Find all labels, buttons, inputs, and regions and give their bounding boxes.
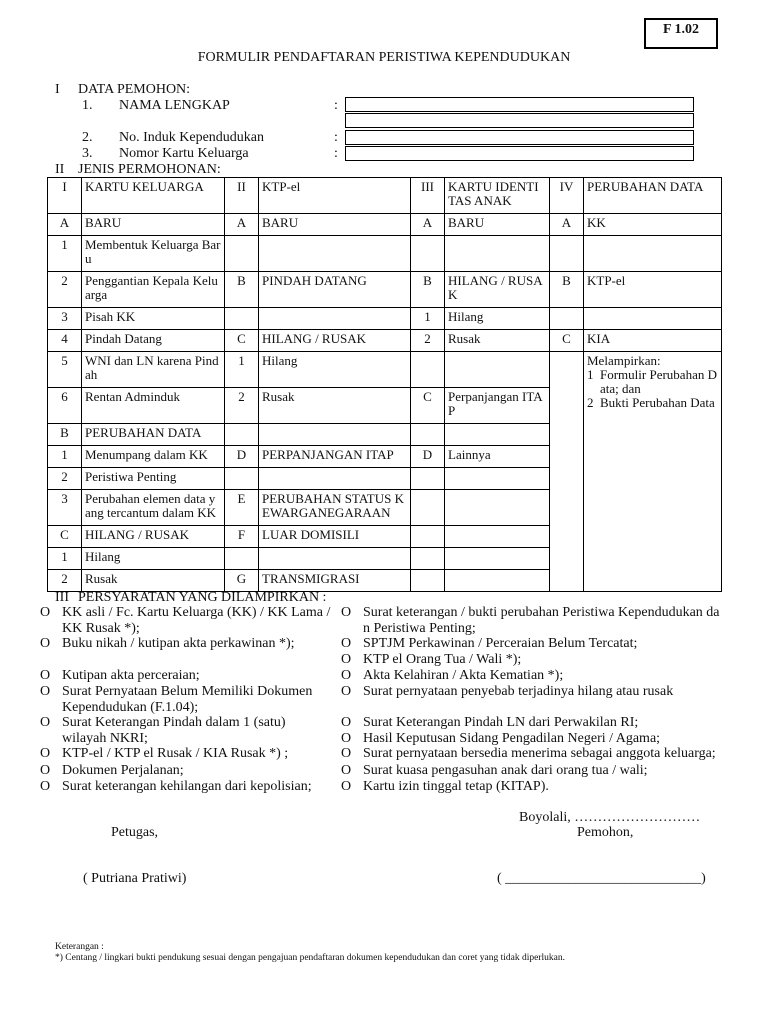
table-cell: [411, 548, 445, 570]
circle-bullet-icon: O: [341, 731, 352, 746]
form-title: FORMULIR PENDAFTARAN PERISTIWA KEPENDUDUKAN: [197, 50, 571, 65]
table-cell: E: [225, 490, 259, 526]
table-cell: Hilang: [445, 308, 550, 330]
header-cell: III: [411, 178, 445, 214]
table-cell: Rusak: [445, 330, 550, 352]
circle-bullet-icon: O: [40, 636, 51, 651]
table-cell: [445, 236, 550, 272]
field-label-kk: Nomor Kartu Keluarga: [119, 146, 249, 161]
table-cell: 5: [48, 352, 82, 388]
requirement-text: Surat Pernyataan Belum Memiliki Dokumen Kependudukan (F.1.04);: [62, 684, 313, 715]
table-row: [48, 330, 722, 352]
table-cell: Perubahan elemen data yang tercantum dalam KK: [82, 490, 225, 526]
circle-bullet-icon: O: [40, 779, 51, 794]
table-cell: B: [48, 424, 82, 446]
field-label-nik: No. Induk Kependudukan: [119, 130, 265, 145]
table-cell: KTP-el: [584, 272, 722, 308]
requirement-text: Kartu izin tinggal tetap (KITAP).: [363, 779, 549, 794]
table-cell: Rusak: [82, 570, 225, 592]
requirement-text: Surat keterangan kehilangan dari kepolisian;: [62, 779, 312, 794]
table-cell: Menumpang dalam KK: [82, 446, 225, 468]
circle-bullet-icon: O: [341, 636, 352, 651]
field-label-nama: NAMA LENGKAP: [119, 98, 230, 113]
table-cell: [584, 236, 722, 272]
table-cell: [411, 468, 445, 490]
header-cell: I: [48, 178, 82, 214]
table-cell: HILANG / RUSAK: [445, 272, 550, 308]
table-cell: [445, 352, 550, 388]
section3-heading: PERSYARATAN YANG DILAMPIRKAN :: [78, 590, 327, 605]
field-colon-1: :: [334, 98, 338, 113]
attachments-spacer-cell: [550, 352, 584, 592]
table-row: [48, 272, 722, 308]
field-colon-2: :: [334, 130, 338, 145]
nik-input[interactable]: [345, 130, 694, 145]
nama-input-line1[interactable]: [345, 97, 694, 112]
header-cell: KTP-el: [259, 178, 411, 214]
header-cell: PERUBAHAN DATA: [584, 178, 722, 214]
circle-bullet-icon: O: [341, 684, 352, 699]
table-cell: Pisah KK: [82, 308, 225, 330]
table-cell: [445, 490, 550, 526]
table-cell: D: [411, 446, 445, 468]
table-cell: 2: [225, 388, 259, 424]
table-cell: B: [411, 272, 445, 308]
requirement-text: Surat Keterangan Pindah LN dari Perwakilan RI;: [363, 715, 639, 730]
circle-bullet-icon: O: [40, 746, 51, 761]
requirement-text: Surat keterangan / bukti perubahan Peristiwa Kependudukan dan Peristiwa Penting;: [363, 605, 720, 636]
table-cell: [411, 570, 445, 592]
table-row: [48, 214, 722, 236]
circle-bullet-icon: O: [40, 684, 51, 699]
table-row: [48, 352, 722, 388]
table-cell: [445, 570, 550, 592]
requirement-text: Surat pernyataan bersedia menerima sebagai anggota keluarga;: [363, 746, 716, 761]
table-cell: [225, 236, 259, 272]
table-cell: KK: [584, 214, 722, 236]
field-num-1: 1.: [82, 98, 93, 113]
table-cell: HILANG / RUSAK: [259, 330, 411, 352]
table-cell: PERPANJANGAN ITAP: [259, 446, 411, 468]
table-cell: [225, 548, 259, 570]
requirement-text: Akta Kelahiran / Akta Kematian *);: [363, 668, 564, 683]
table-cell: BARU: [259, 214, 411, 236]
table-header-row: [48, 178, 722, 214]
table-cell: [259, 468, 411, 490]
table-cell: B: [550, 272, 584, 308]
attachment-item: [587, 396, 718, 410]
table-cell: [225, 468, 259, 490]
table-cell: A: [48, 214, 82, 236]
table-cell: WNI dan LN karena Pindah: [82, 352, 225, 388]
table-cell: Hilang: [82, 548, 225, 570]
table-cell: A: [225, 214, 259, 236]
table-cell: [411, 352, 445, 388]
requirement-text: Hasil Keputusan Sidang Pengadilan Negeri / Agama;: [363, 731, 661, 746]
table-cell: [445, 468, 550, 490]
table-cell: Membentuk Keluarga Baru: [82, 236, 225, 272]
table-cell: A: [550, 214, 584, 236]
table-cell: [411, 236, 445, 272]
table-cell: KIA: [584, 330, 722, 352]
requirement-text: Surat Keterangan Pindah dalam 1 (satu) wilayah NKRI;: [62, 715, 286, 746]
circle-bullet-icon: O: [40, 605, 51, 620]
table-cell: Lainnya: [445, 446, 550, 468]
table-cell: Perpanjangan ITAP: [445, 388, 550, 424]
requirement-text: Dokumen Perjalanan;: [62, 763, 184, 778]
notes-text: *) Centang / lingkari bukti pendukung sesuai dengan pengajuan pendaftaran dokumen kependudukan dan coret yang tidak diperlukan.: [55, 953, 565, 963]
table-cell: 1: [411, 308, 445, 330]
table-cell: [550, 308, 584, 330]
table-cell: Hilang: [259, 352, 411, 388]
header-cell: II: [225, 178, 259, 214]
table-cell: 1: [48, 236, 82, 272]
requirement-text: Kutipan akta perceraian;: [62, 668, 200, 683]
table-cell: PERUBAHAN DATA: [82, 424, 225, 446]
requirement-text: Buku nikah / kutipan akta perkawinan *);: [62, 636, 295, 651]
requirement-text: SPTJM Perkawinan / Perceraian Belum Tercatat;: [363, 636, 638, 651]
table-cell: F: [225, 526, 259, 548]
table-cell: 6: [48, 388, 82, 424]
field-num-2: 2.: [82, 130, 93, 145]
circle-bullet-icon: O: [341, 652, 352, 667]
table-cell: 3: [48, 490, 82, 526]
table-cell: [445, 548, 550, 570]
table-cell: Rentan Adminduk: [82, 388, 225, 424]
table-cell: C: [225, 330, 259, 352]
section1-roman: I: [55, 82, 60, 97]
pemohon-name: ( ____________________________): [497, 871, 706, 886]
attachment-item: [587, 368, 718, 396]
table-cell: Pindah Datang: [82, 330, 225, 352]
table-cell: [259, 548, 411, 570]
attachment-text: Formulir Perubahan Data; dan: [600, 367, 717, 396]
requirement-text: KK asli / Fc. Kartu Keluarga (KK) / KK Lama / KK Rusak *);: [62, 605, 331, 636]
table-cell: [550, 236, 584, 272]
place-date: Boyolali, ………………………: [519, 810, 701, 825]
table-cell: G: [225, 570, 259, 592]
table-cell: [259, 236, 411, 272]
table-cell: BARU: [82, 214, 225, 236]
circle-bullet-icon: O: [40, 668, 51, 683]
table-cell: PERUBAHAN STATUS KEWARGANEGARAAN: [259, 490, 411, 526]
field-colon-3: :: [334, 146, 338, 161]
field-num-3: 3.: [82, 146, 93, 161]
requirement-text: Surat pernyataan penyebab terjadinya hilang atau rusak: [363, 684, 674, 699]
table-cell: [445, 424, 550, 446]
header-cell: KARTU IDENTITAS ANAK: [445, 178, 550, 214]
table-cell: [259, 424, 411, 446]
attachments-heading: Melampirkan:: [587, 353, 661, 368]
table-cell: [445, 526, 550, 548]
table-cell: 1: [225, 352, 259, 388]
table-cell: 2: [411, 330, 445, 352]
table-cell: Penggantian Kepala Keluarga: [82, 272, 225, 308]
circle-bullet-icon: O: [341, 605, 352, 620]
table-cell: Peristiwa Penting: [82, 468, 225, 490]
table-cell: BARU: [445, 214, 550, 236]
table-cell: 2: [48, 272, 82, 308]
circle-bullet-icon: O: [40, 763, 51, 778]
section1-heading: DATA PEMOHON:: [78, 82, 191, 97]
notes-heading: Keterangan :: [55, 942, 104, 952]
table-cell: 2: [48, 468, 82, 490]
table-cell: [225, 424, 259, 446]
attachments-cell: [584, 352, 722, 592]
header-cell: KARTU KELUARGA: [82, 178, 225, 214]
table-cell: [225, 308, 259, 330]
petugas-label: Petugas,: [111, 825, 159, 840]
circle-bullet-icon: O: [341, 763, 352, 778]
requirement-text: Surat kuasa pengasuhan anak dari orang tua / wali;: [363, 763, 648, 778]
table-cell: [411, 424, 445, 446]
table-cell: HILANG / RUSAK: [82, 526, 225, 548]
circle-bullet-icon: O: [341, 746, 352, 761]
table-cell: TRANSMIGRASI: [259, 570, 411, 592]
jenis-permohonan-table: [47, 177, 722, 592]
table-cell: 1: [48, 548, 82, 570]
attachment-num: 1: [587, 367, 594, 382]
attachment-num: 2: [587, 395, 594, 410]
form-code: F 1.02: [644, 18, 718, 49]
pemohon-label: Pemohon,: [577, 825, 634, 840]
table-cell: C: [48, 526, 82, 548]
kk-input[interactable]: [345, 146, 694, 161]
table-cell: B: [225, 272, 259, 308]
table-cell: [259, 308, 411, 330]
header-cell: IV: [550, 178, 584, 214]
section2-roman: II: [55, 162, 65, 177]
attachment-text: Bukti Perubahan Data: [600, 395, 715, 410]
table-cell: [411, 490, 445, 526]
table-cell: 4: [48, 330, 82, 352]
section3-roman: III: [55, 590, 69, 605]
table-cell: C: [411, 388, 445, 424]
circle-bullet-icon: O: [341, 715, 352, 730]
table-cell: PINDAH DATANG: [259, 272, 411, 308]
nama-input-line2[interactable]: [345, 113, 694, 128]
circle-bullet-icon: O: [341, 779, 352, 794]
table-cell: [584, 308, 722, 330]
table-cell: C: [550, 330, 584, 352]
table-cell: [411, 526, 445, 548]
requirement-text: KTP el Orang Tua / Wali *);: [363, 652, 522, 667]
table-cell: LUAR DOMISILI: [259, 526, 411, 548]
circle-bullet-icon: O: [40, 715, 51, 730]
table-cell: 1: [48, 446, 82, 468]
table-row: [48, 236, 722, 272]
table-cell: D: [225, 446, 259, 468]
table-cell: A: [411, 214, 445, 236]
table-cell: 3: [48, 308, 82, 330]
circle-bullet-icon: O: [341, 668, 352, 683]
table-cell: Rusak: [259, 388, 411, 424]
table-cell: 2: [48, 570, 82, 592]
petugas-name: ( Putriana Pratiwi): [83, 871, 187, 886]
section2-heading: JENIS PERMOHONAN:: [78, 162, 221, 177]
table-row: [48, 308, 722, 330]
requirement-text: KTP-el / KTP el Rusak / KIA Rusak *) ;: [62, 746, 289, 761]
